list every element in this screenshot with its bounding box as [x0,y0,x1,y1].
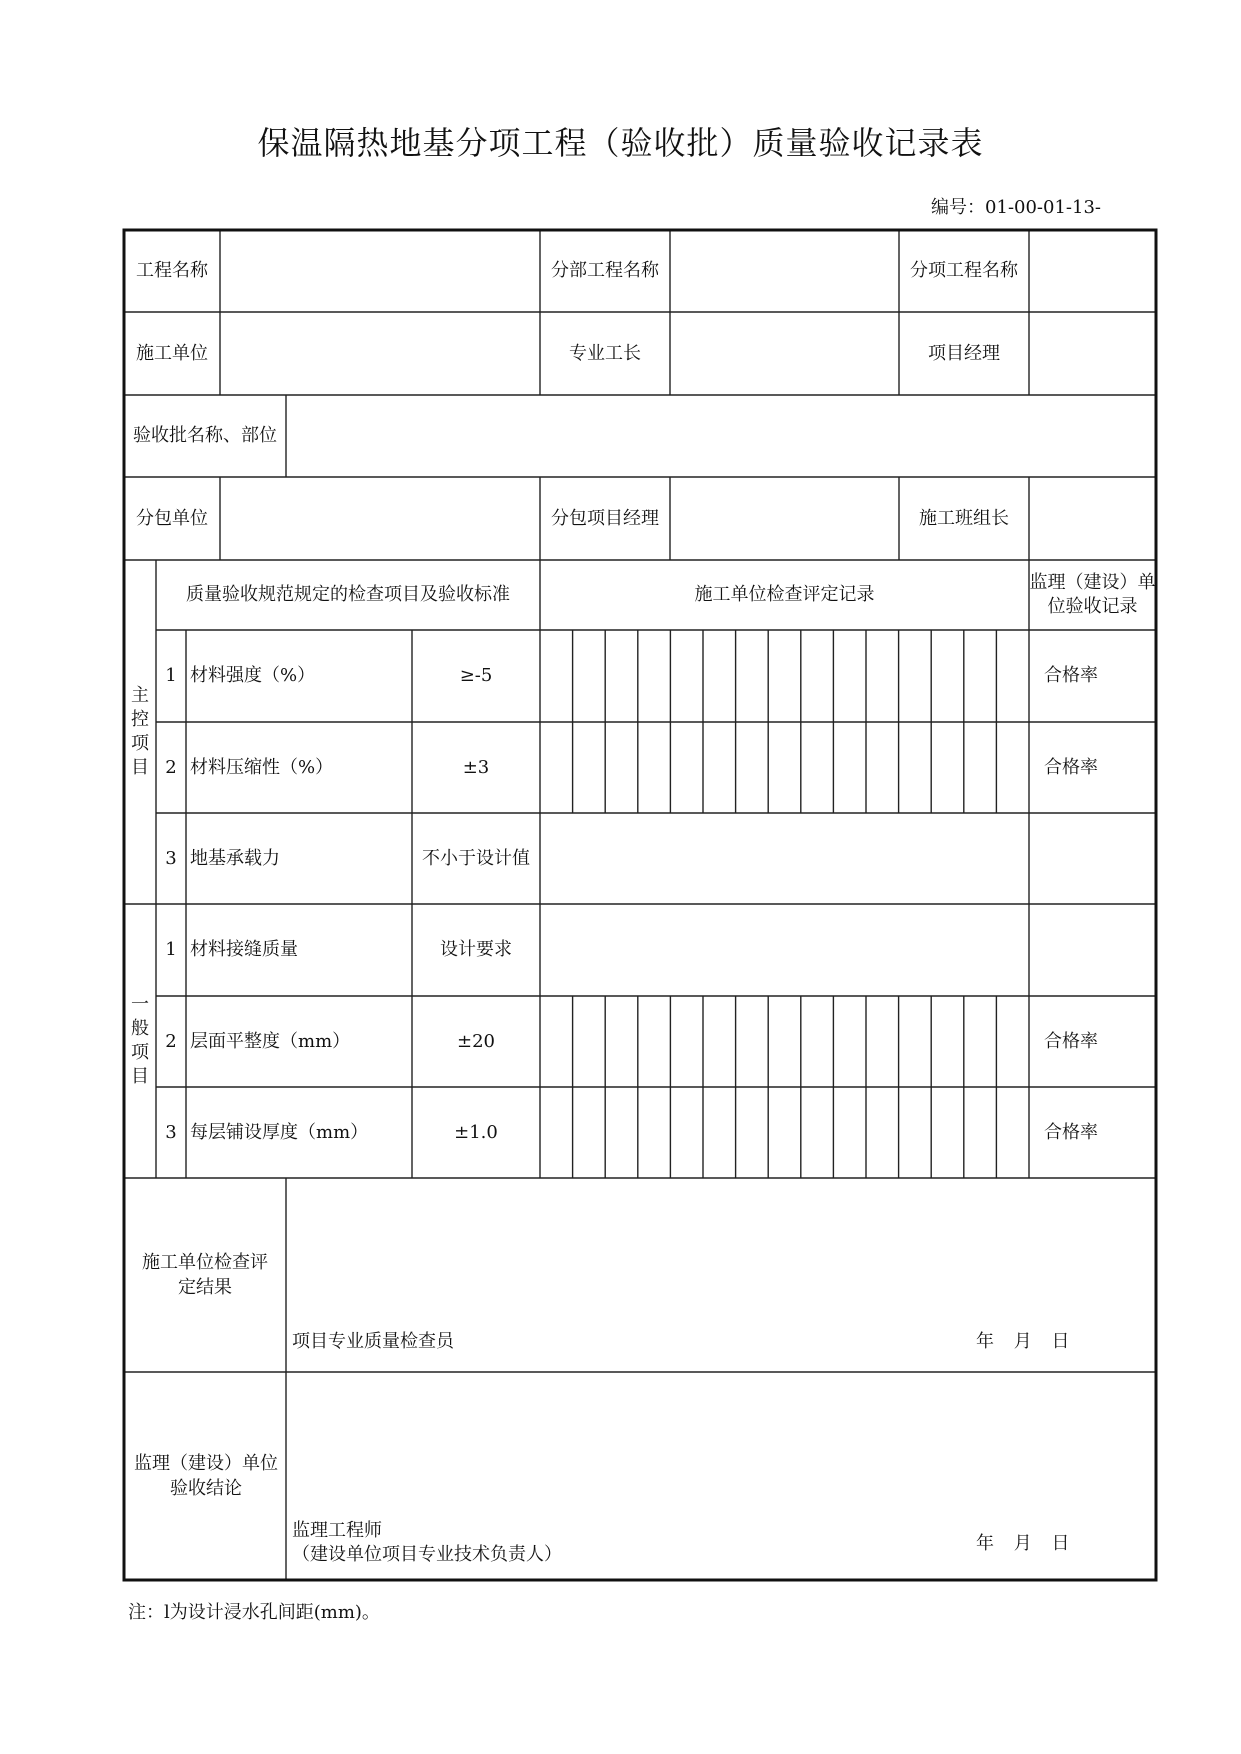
label-contractor: 施工单位 [136,342,208,364]
main-item-std: ≥-5 [459,665,493,686]
form-number: 编号：01-00-01-13- [931,197,1101,218]
general-item-no: 1 [165,939,177,960]
pass-rate-label: 合格率 [1044,665,1098,686]
general-item-name: 每层铺设厚度（mm） [190,1121,369,1143]
general-item-no: 2 [165,1030,177,1052]
general-item-name: 材料接缝质量 [190,939,298,960]
general-item-std: 设计要求 [440,939,512,960]
group-main: 主控项目 [131,685,149,778]
engineer-note: （建设单位项目专业技术负责人） [292,1544,562,1565]
label-sub-item: 分项工程名称 [910,260,1018,281]
result-label: 施工单位检查评定结果 [142,1252,268,1298]
pass-rate-label: 合格率 [1044,1030,1098,1052]
label-sub-pm: 分包项目经理 [551,507,659,529]
label-subcontractor: 分包单位 [136,507,208,529]
col-spec: 质量验收规范规定的检查项目及验收标准 [186,584,510,605]
result-date: 年 月 日 [976,1331,1070,1352]
main-item-no: 3 [165,847,177,869]
conclusion-date: 年 月 日 [976,1533,1070,1554]
pass-rate-label: 合格率 [1044,1121,1098,1143]
main-item-name: 地基承载力 [190,847,280,869]
main-item-name: 材料强度（%） [190,665,316,686]
label-batch-name: 验收批名称、部位 [133,425,277,446]
general-item-std: ±1.0 [454,1121,498,1143]
conclusion-label: 监理（建设）单位验收结论 [134,1453,278,1499]
main-item-std: ±3 [462,756,490,778]
footnote: 注：l为设计浸水孔间距(mm)。 [128,1602,380,1623]
main-item-no: 2 [165,756,177,778]
page-title: 保温隔热地基分项工程（验收批）质量验收记录表 [257,124,984,162]
general-item-no: 3 [165,1121,177,1143]
main-item-name: 材料压缩性（%） [190,756,334,778]
label-project-name: 工程名称 [136,260,208,281]
label-foreman: 专业工长 [569,342,641,364]
label-team-leader: 施工班组长 [919,507,1009,529]
label-project-manager: 项目经理 [928,342,1000,364]
col-supervisor-record: 监理（建设）单位验收记录 [1029,572,1156,617]
engineer-label: 监理工程师 [292,1520,382,1541]
group-general: 一般项目 [131,994,149,1087]
pass-rate-label: 合格率 [1044,756,1098,778]
inspector-label: 项目专业质量检查员 [292,1331,454,1352]
label-sub-division: 分部工程名称 [551,260,659,281]
main-item-std: 不小于设计值 [422,847,530,869]
col-contractor-record: 施工单位检查评定记录 [694,584,875,605]
main-item-no: 1 [165,665,177,686]
general-item-name: 层面平整度（mm） [190,1030,351,1052]
general-item-std: ±20 [457,1030,495,1052]
